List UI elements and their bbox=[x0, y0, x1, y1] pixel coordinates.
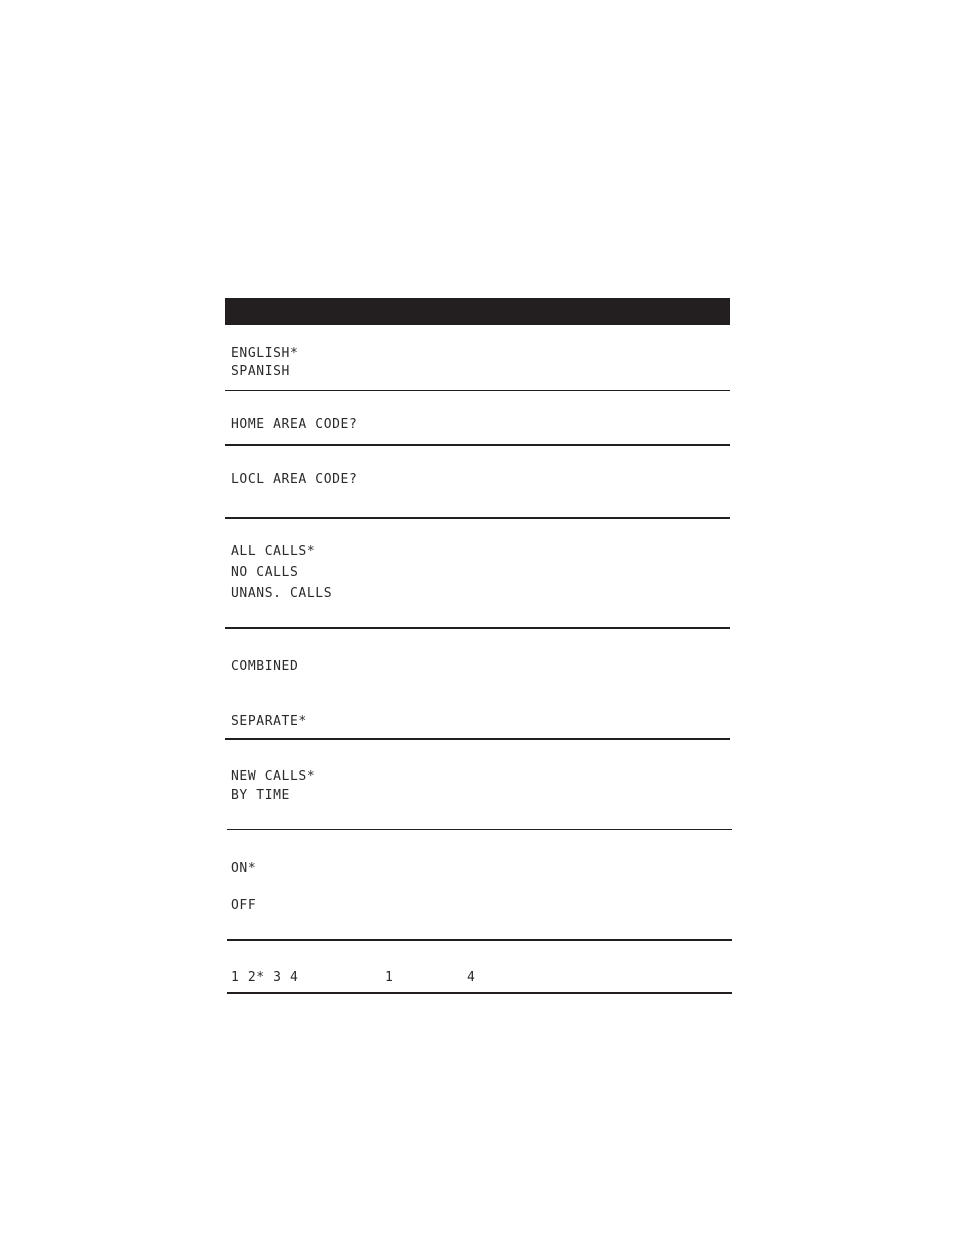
option-new-calls: NEW CALLS* bbox=[231, 769, 316, 784]
row-divider bbox=[227, 829, 732, 830]
local-area-code-prompt: LOCL AREA CODE? bbox=[231, 472, 358, 487]
row-divider bbox=[225, 390, 730, 391]
row-divider bbox=[225, 517, 730, 519]
row-divider bbox=[225, 627, 730, 629]
table-header-bar bbox=[225, 298, 730, 325]
table-bottom-rule bbox=[227, 992, 732, 994]
option-spanish: SPANISH bbox=[231, 364, 290, 379]
level-max: 4 bbox=[467, 970, 476, 985]
option-off: OFF bbox=[231, 898, 257, 913]
level-options: 1 2* 3 4 bbox=[231, 970, 299, 985]
option-all-calls: ALL CALLS* bbox=[231, 544, 316, 559]
option-by-time: BY TIME bbox=[231, 788, 290, 803]
option-combined: COMBINED bbox=[231, 659, 299, 674]
option-on: ON* bbox=[231, 861, 257, 876]
option-english: ENGLISH* bbox=[231, 346, 299, 361]
level-min: 1 bbox=[385, 970, 394, 985]
row-divider bbox=[227, 939, 732, 941]
row-divider bbox=[225, 444, 730, 446]
option-no-calls: NO CALLS bbox=[231, 565, 299, 580]
home-area-code-prompt: HOME AREA CODE? bbox=[231, 417, 358, 432]
option-unanswered-calls: UNANS. CALLS bbox=[231, 586, 333, 601]
option-separate: SEPARATE* bbox=[231, 714, 307, 729]
row-divider bbox=[225, 738, 730, 740]
